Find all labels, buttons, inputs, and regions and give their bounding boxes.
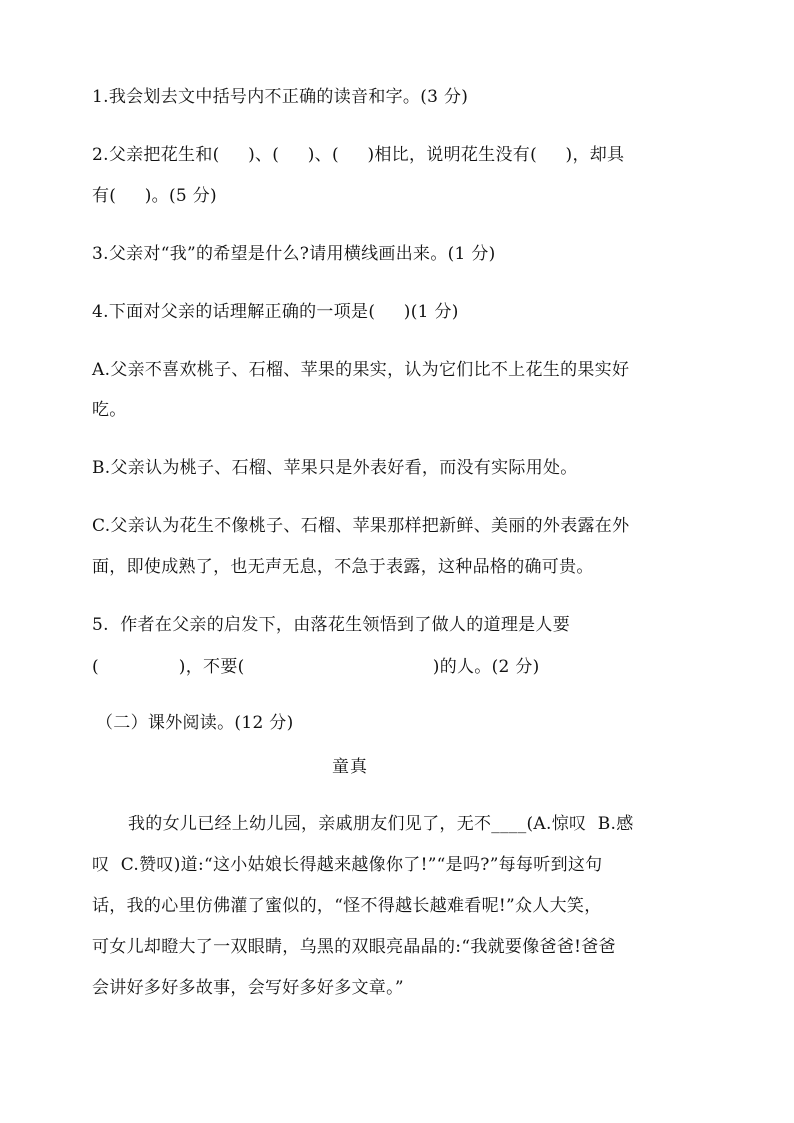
question-5-line-1: 5. 作者在父亲的启发下，由落花生领悟到了做人的道理是人要 xyxy=(92,615,571,635)
question-4-option-a-line-2: 吃。 xyxy=(92,400,127,420)
question-4-option-a-line-1: A.父亲不喜欢桃子、石榴、苹果的果实，认为它们比不上花生的果实好 xyxy=(92,360,630,380)
passage-line-1: 我的女儿已经上幼儿园，亲戚朋友们见了，无不____(A.惊叹 B.感 xyxy=(128,814,634,834)
passage-line-4: 可女儿却瞪大了一双眼睛，乌黑的双眼亮晶晶的:“我就要像爸爸!爸爸 xyxy=(92,937,616,957)
passage-line-3: 话，我的心里仿佛灌了蜜似的，“怪不得越长越难看呢!”众人大笑， xyxy=(92,896,602,916)
question-4-option-c-line-2: 面，即使成熟了，也无声无息，不急于表露，这种品格的确可贵。 xyxy=(92,557,594,577)
question-3: 3.父亲对“我”的希望是什么?请用横线画出来。(1 分) xyxy=(92,244,496,264)
question-4: 4.下面对父亲的话理解正确的一项是( )(1 分) xyxy=(92,302,459,322)
passage-line-5: 会讲好多好多故事，会写好多好多文章。” xyxy=(92,978,404,998)
question-1: 1.我会划去文中括号内不正确的读音和字。(3 分) xyxy=(92,87,469,107)
question-2-line-1: 2.父亲把花生和( )、( )、( )相比，说明花生没有( )，却具 xyxy=(92,145,625,165)
section-heading: （二）课外阅读。(12 分) xyxy=(96,713,294,733)
question-4-option-c-line-1: C.父亲认为花生不像桃子、石榴、苹果那样把新鲜、美丽的外表露在外 xyxy=(92,516,630,536)
passage-line-2: 叹 C.赞叹)道:“这小姑娘长得越来越像你了!”“是吗?”每每听到这句 xyxy=(92,855,603,875)
question-2-line-2: 有( )。(5 分) xyxy=(92,186,217,206)
question-5-line-2: ( )，不要( )的人。(2 分) xyxy=(92,657,540,677)
passage-title: 童真 xyxy=(332,757,368,777)
question-4-option-b: B.父亲认为桃子、石榴、苹果只是外表好看，而没有实际用处。 xyxy=(92,458,578,478)
